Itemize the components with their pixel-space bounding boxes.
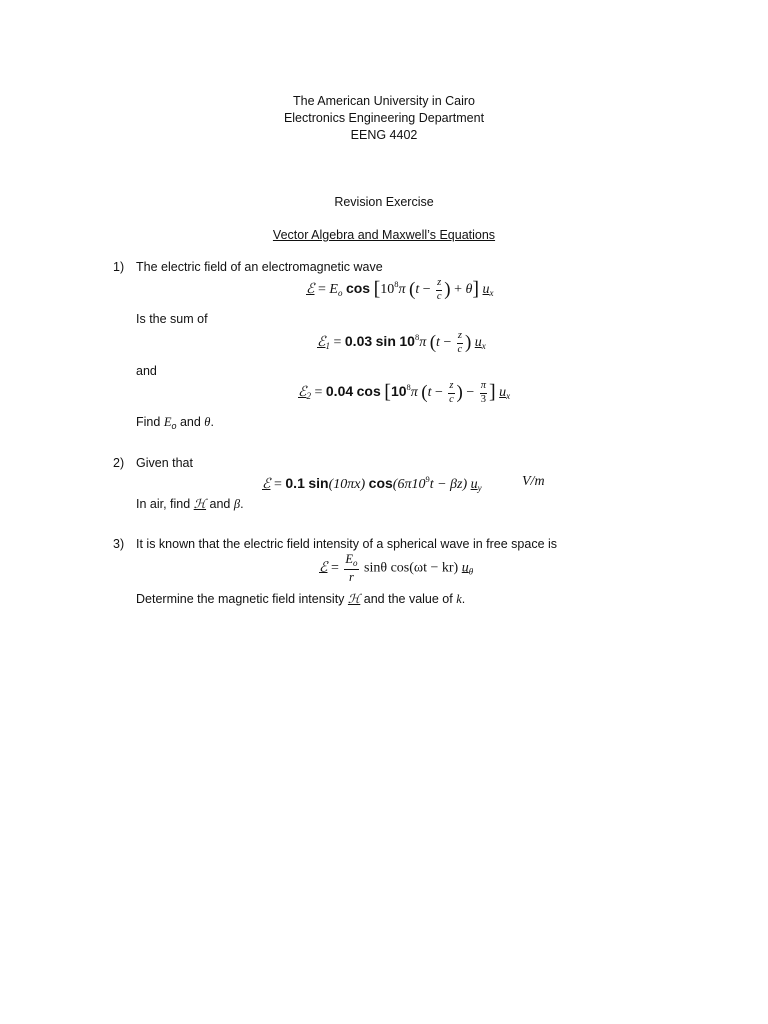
exponent: 9 (425, 474, 430, 484)
right-paren: ) (464, 332, 472, 354)
university-name: The American University in Cairo (292, 94, 475, 108)
fraction-numerator (344, 553, 358, 570)
efield-symbol: ℰ (306, 282, 315, 298)
beta-symbol: β (233, 497, 241, 511)
sin-function: sin (308, 475, 329, 491)
exponent: 8 (414, 332, 420, 343)
fraction-denominator: r (349, 570, 354, 584)
unit-vector: u (482, 282, 490, 298)
fraction-numerator: z (457, 331, 463, 344)
equals-sign: = (314, 385, 323, 401)
fraction-numerator: π (480, 381, 487, 394)
unit-vector-subscript: y (477, 483, 482, 493)
q3-number: 3) (113, 537, 125, 551)
minus-sign: − (422, 282, 431, 298)
q1-intro: The electric field of an electromagnetic wave (136, 260, 383, 274)
efield-symbol: ℰ (317, 335, 326, 351)
unit-vector-subscript: x (489, 288, 494, 299)
document-subtitle: Revision Exercise (334, 195, 434, 209)
fraction-denominator: c (457, 343, 463, 355)
fraction-denominator: c (436, 290, 442, 302)
amplitude-subscript: o (353, 558, 358, 568)
hfield-symbol: ℋ (193, 496, 207, 511)
course-code: EENG 4402 (350, 128, 418, 142)
minus-sign: − (435, 385, 443, 401)
sin-function: sin (375, 333, 396, 350)
time-variable: t (415, 282, 420, 298)
pi-over-3-fraction (480, 381, 487, 405)
fraction-numerator: z (448, 381, 454, 394)
fraction-denominator: c (449, 393, 454, 405)
q1-and-text: and (136, 364, 157, 378)
sin-argument: (10πx) (328, 477, 366, 492)
base-number: 10 (390, 383, 407, 400)
coefficient: 0.04 (325, 383, 354, 400)
theta-symbol: θ (204, 415, 211, 429)
equals-sign: = (317, 282, 326, 298)
efield-symbol: ℰ (319, 560, 328, 576)
amplitude-symbol: E (329, 282, 338, 298)
z-over-c-fraction (448, 381, 454, 405)
equals-sign: = (333, 335, 342, 351)
fraction-numerator: z (436, 278, 442, 291)
q2-unit: V/m (522, 474, 545, 489)
efield-symbol: ℰ (262, 477, 271, 492)
coefficient: 0.1 (285, 475, 305, 491)
hfield-symbol: ℋ (347, 591, 361, 606)
amplitude-subscript: o (337, 288, 343, 299)
q2-equation (262, 474, 482, 493)
time-variable: t (436, 335, 440, 351)
equals-sign: = (330, 560, 339, 576)
q3-determine (136, 591, 465, 607)
determine-prefix: Determine the magnetic field intensity (136, 592, 345, 606)
plus-sign: + (454, 282, 462, 298)
equals-sign: = (273, 477, 282, 492)
right-paren: ) (456, 382, 463, 404)
base-number: 10 (399, 333, 415, 350)
q3-equation (319, 553, 473, 584)
find-prefix: In air, find (136, 497, 191, 511)
eo-over-r-fraction (344, 553, 358, 584)
efield-subscript: 2 (306, 391, 311, 402)
q2-find (136, 496, 244, 512)
time-variable: t (427, 385, 432, 401)
pi-symbol: π (398, 282, 406, 298)
left-paren: ( (429, 332, 437, 354)
k-symbol: k (456, 592, 462, 606)
cos-function: cos (345, 280, 371, 297)
period: . (240, 497, 244, 511)
q1-find (136, 415, 214, 431)
cos-function: cos (368, 475, 393, 491)
efield-symbol: ℰ (298, 385, 307, 401)
minus-sign: − (466, 385, 475, 401)
determine-mid: and the value of (363, 592, 453, 606)
exponent: 8 (406, 382, 411, 393)
theta-symbol: θ (465, 282, 473, 298)
q3-intro: It is known that the electric field intensity of a spherical wave in free space is (136, 537, 558, 551)
department-name: Electronics Engineering Department (283, 111, 485, 125)
left-bracket: [ (373, 278, 381, 301)
z-over-c-fraction (457, 331, 463, 355)
left-bracket: [ (384, 381, 391, 404)
find-and: and (209, 497, 231, 511)
unit-vector-subscript: x (481, 341, 486, 352)
unit-vector-subscript: x (506, 391, 511, 402)
z-over-c-fraction (436, 278, 442, 302)
pi-symbol: π (410, 385, 418, 401)
left-paren: ( (409, 279, 416, 301)
q2-intro: Given that (136, 456, 193, 470)
coefficient: 10 (380, 282, 395, 298)
right-paren: ) (444, 279, 451, 301)
q1-equation-1 (317, 331, 486, 355)
q1-sum-text: Is the sum of (136, 312, 208, 326)
exponent: 8 (394, 279, 399, 290)
fraction-denominator: 3 (480, 393, 486, 405)
unit-vector: u (470, 477, 478, 492)
cos-argument-end: t − βz) (429, 477, 468, 492)
cos-argument-start: (6π10 (392, 477, 426, 492)
coefficient: 0.03 (344, 333, 373, 350)
trig-expression: sinθ cos(ωt − kr) (364, 560, 459, 576)
amplitude-symbol: E (345, 552, 354, 566)
amplitude-symbol: E (163, 415, 172, 429)
efield-subscript: 1 (325, 341, 330, 352)
right-bracket: ] (472, 278, 480, 301)
period: . (210, 415, 214, 429)
pi-symbol: π (419, 335, 427, 351)
minus-sign: − (443, 335, 452, 351)
q1-main-equation (306, 278, 494, 302)
unit-vector: u (499, 385, 507, 401)
unit-vector-subscript: θ (468, 566, 474, 577)
amplitude-subscript: o (171, 421, 177, 431)
unit-vector: u (474, 335, 482, 351)
period: . (461, 592, 466, 606)
unit-vector: u (461, 560, 469, 576)
right-bracket: ] (489, 381, 496, 404)
section-title: Vector Algebra and Maxwell’s Equations (272, 228, 496, 242)
find-prefix: Find (136, 415, 161, 429)
q2-number: 2) (113, 456, 125, 470)
find-and: and (179, 415, 201, 429)
q1-number: 1) (113, 260, 125, 274)
left-paren: ( (421, 382, 428, 404)
cos-function: cos (356, 383, 381, 400)
q1-equation-2 (298, 381, 510, 405)
